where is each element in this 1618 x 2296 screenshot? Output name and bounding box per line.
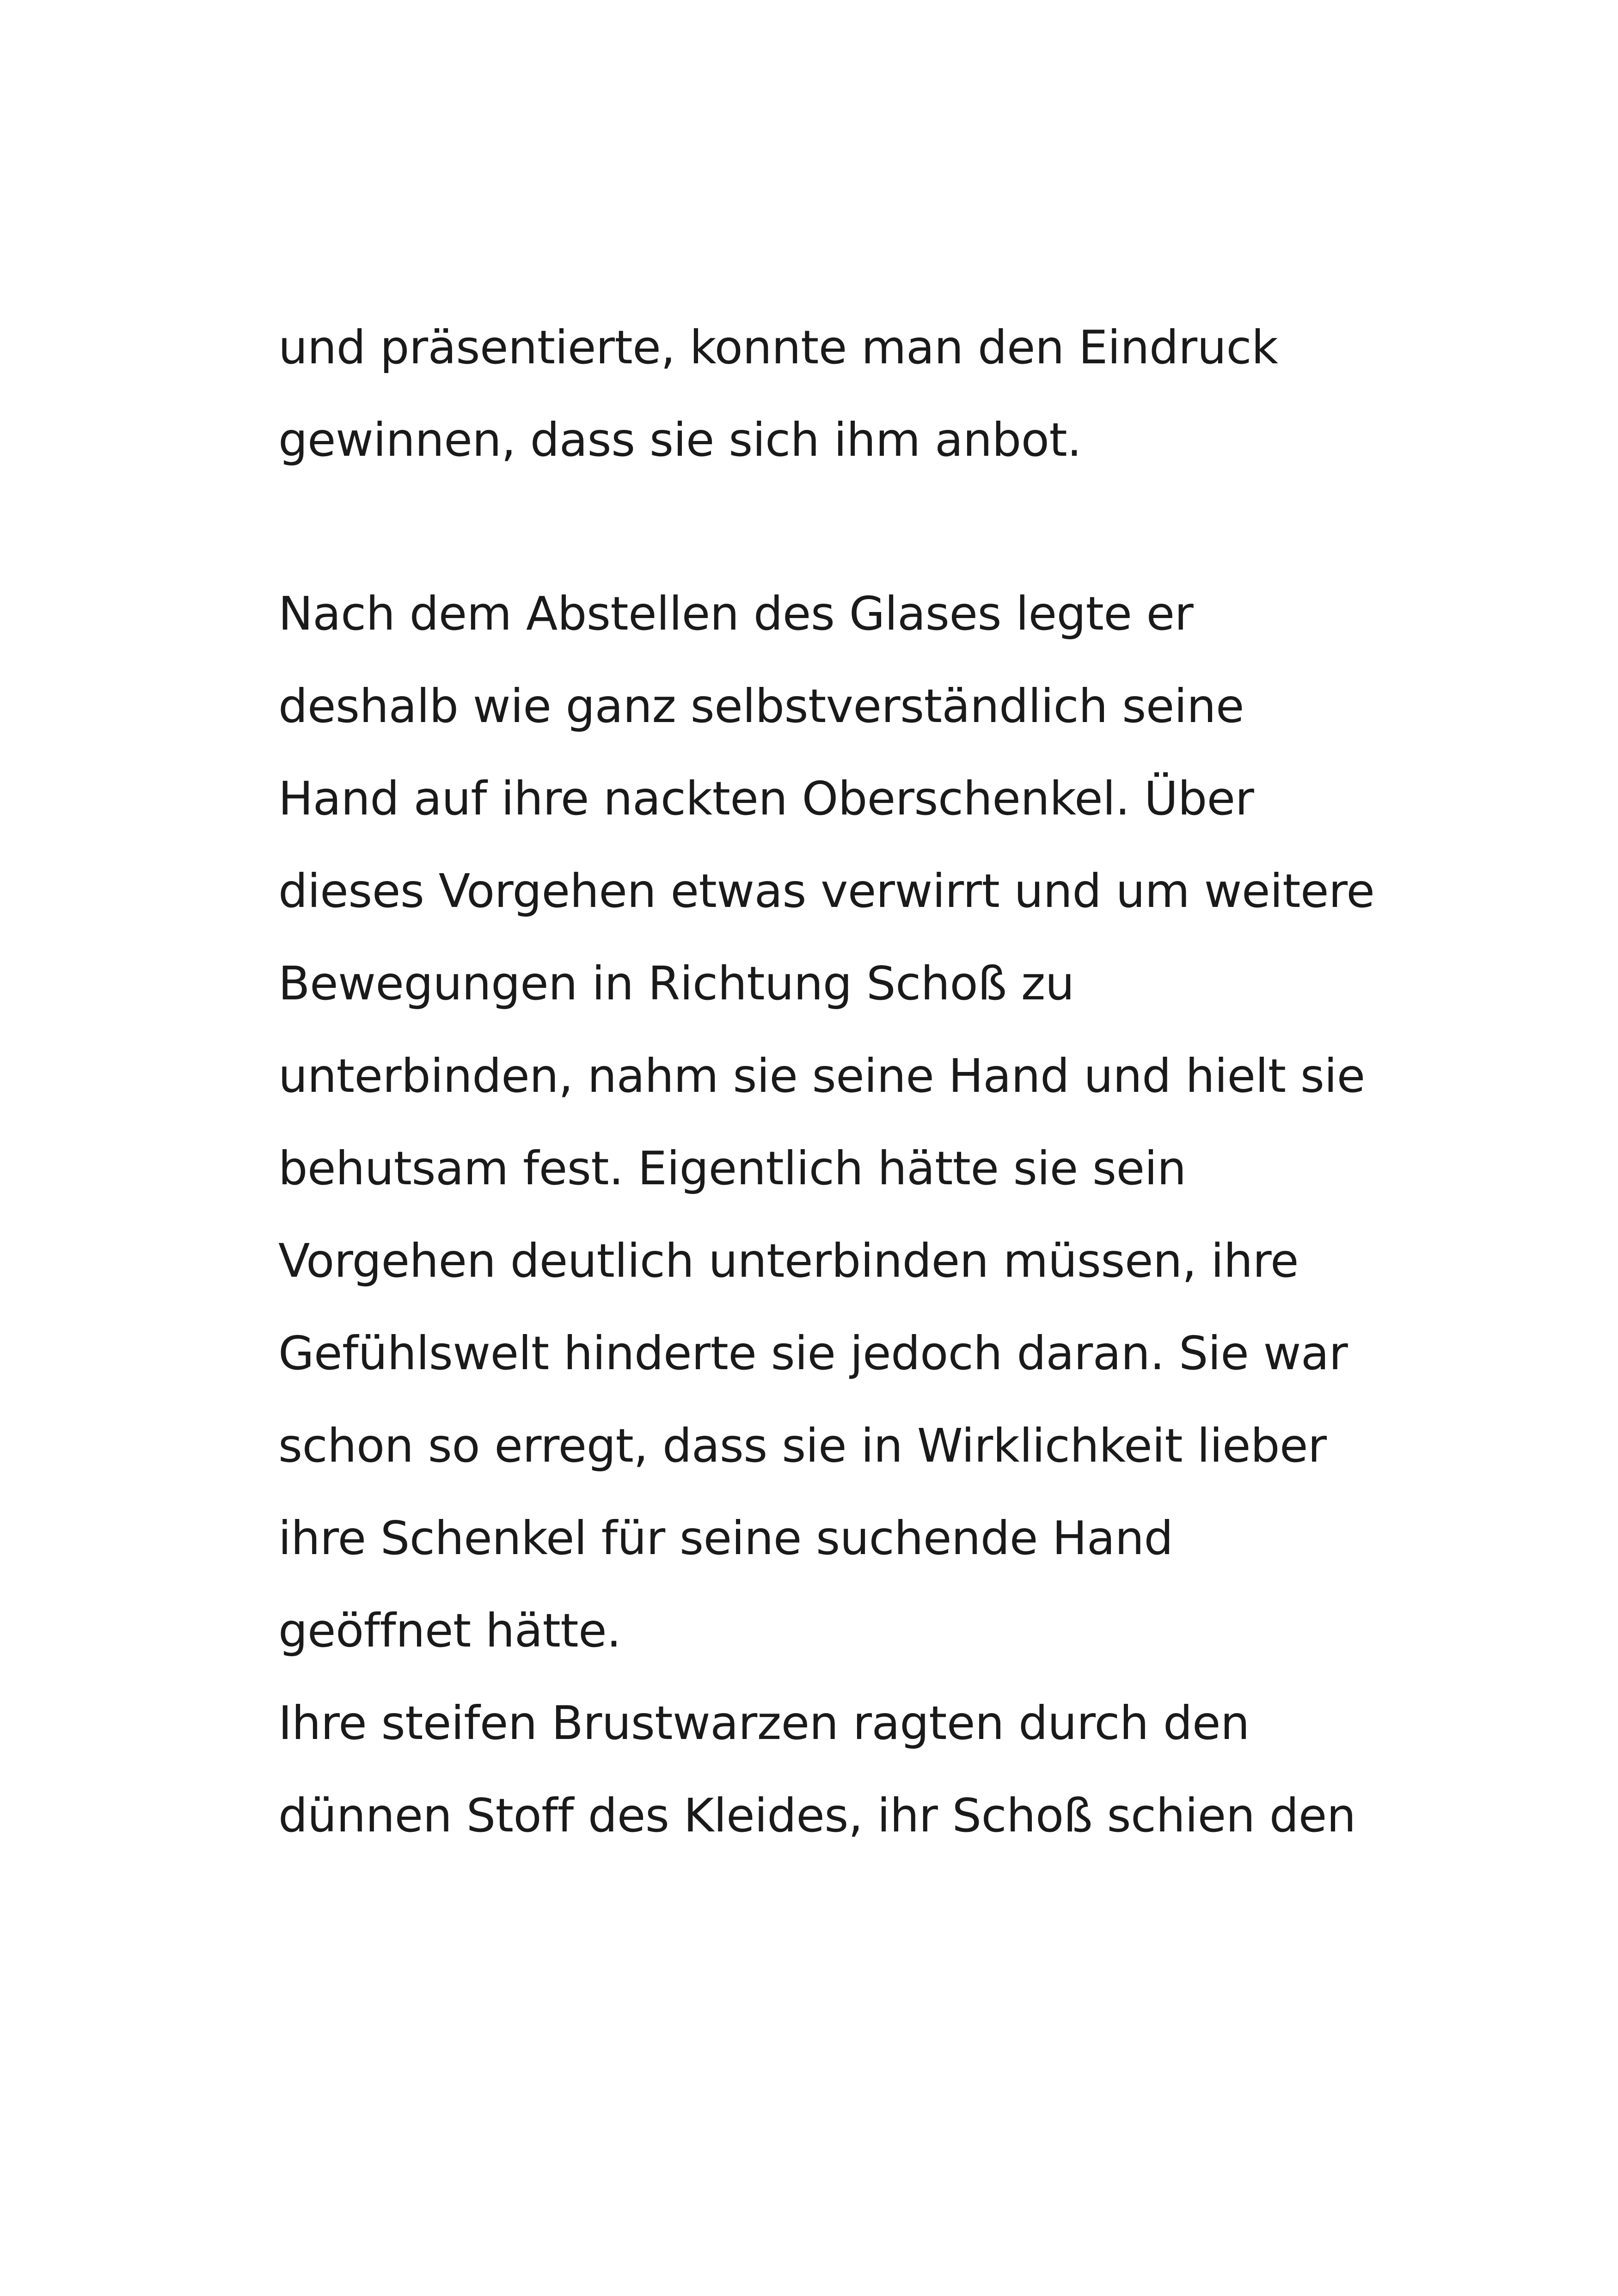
text-line: gewinnen, dass sie sich ihm anbot. (278, 413, 1082, 467)
text-line: Ihre steifen Brustwarzen ragten durch den (278, 1696, 1250, 1750)
text-line: schon so erregt, dass sie in Wirklichkeit lieber (278, 1419, 1327, 1473)
paragraph-1 (278, 301, 1411, 486)
paragraph-2 (278, 568, 1411, 1677)
text-line: Vorgehen deutlich unterbinden müssen, ihre (278, 1234, 1299, 1288)
text-line: Hand auf ihre nackten Oberschenkel. Über (278, 771, 1254, 826)
text-line: ihre Schenkel für seine suchende Hand (278, 1511, 1173, 1565)
paragraph-3 (278, 1677, 1411, 1862)
text-line: deshalb wie ganz selbstverständlich seine (278, 679, 1244, 733)
text-line: unterbinden, nahm sie seine Hand und hielt sie (278, 1049, 1365, 1103)
text-line: Bewegungen in Richtung Schoß zu (278, 956, 1074, 1010)
text-line: dünnen Stoff des Kleides, ihr Schoß schien den (278, 1788, 1356, 1843)
text-line: geöffnet hätte. (278, 1604, 621, 1658)
text-line: und präsentierte, konnte man den Eindruck (278, 320, 1278, 374)
text-line: behutsam fest. Eigentlich hätte sie sein (278, 1141, 1186, 1195)
text-line: Gefühlswelt hinderte sie jedoch daran. Sie war (278, 1326, 1348, 1380)
text-line: Nach dem Abstellen des Glases legte er (278, 587, 1194, 641)
text-line: dieses Vorgehen etwas verwirrt und um weitere (278, 864, 1375, 918)
